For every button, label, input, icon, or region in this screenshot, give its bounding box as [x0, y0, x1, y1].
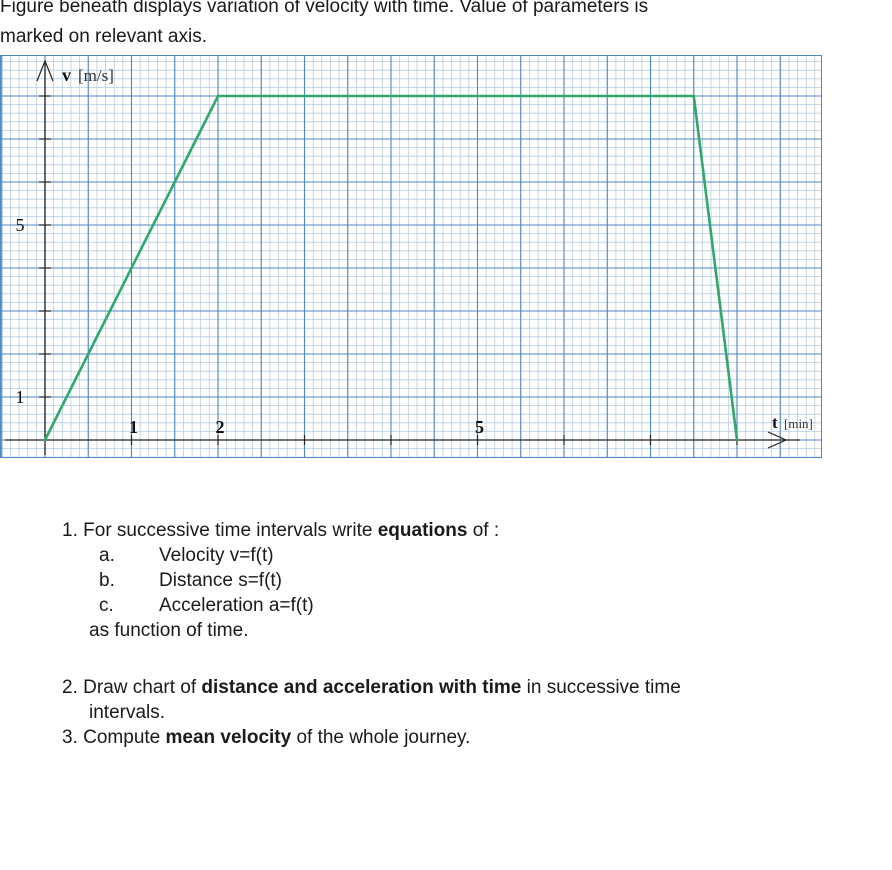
- intro-line-1: Figure beneath displays variation of velocity with time. Value of parameters is: [0, 0, 649, 17]
- question-3-pre: Compute: [83, 727, 166, 748]
- x-tick-label: 5: [475, 417, 484, 437]
- question-list: [62, 518, 862, 750]
- question-1-bold: equations: [377, 520, 468, 541]
- item-a-text: Velocity v=f(t): [159, 545, 274, 566]
- intro-text: [0, 0, 880, 52]
- question-2-pre: Draw chart of: [83, 677, 202, 698]
- velocity-point: [736, 439, 739, 442]
- question-1-item-a: [99, 543, 862, 568]
- y-tick-label: 1: [15, 387, 25, 407]
- question-3-post: of the whole journey.: [291, 727, 471, 748]
- question-1-item-b: [99, 568, 862, 593]
- question-1-pre: For successive time intervals write: [83, 520, 378, 541]
- question-2-bold: distance and acceleration with time: [201, 677, 522, 698]
- x-tick-label: 1: [129, 417, 138, 437]
- y-tick-label: 5: [15, 215, 25, 235]
- item-a-letter: a.: [99, 545, 115, 566]
- y-axis-label: v: [62, 65, 71, 85]
- x-axis-label: t: [772, 413, 778, 432]
- question-1-post: of :: [467, 520, 500, 541]
- question-3-number: 3.: [62, 727, 78, 748]
- item-c-text: Acceleration a=f(t): [159, 595, 314, 616]
- item-b-text: Distance s=f(t): [159, 570, 283, 591]
- question-3: [62, 725, 862, 750]
- question-1-tail: as function of time.: [89, 620, 249, 641]
- velocity-point: [692, 95, 695, 98]
- question-2: [62, 675, 862, 700]
- intro-line-2: marked on relevant axis.: [0, 26, 207, 47]
- velocity-point: [217, 95, 220, 98]
- question-1-number: 1.: [62, 520, 78, 541]
- item-b-letter: b.: [99, 570, 115, 591]
- chart-grid: [0, 55, 822, 458]
- x-tick-label: 2: [215, 417, 225, 437]
- question-2-number: 2.: [62, 677, 78, 698]
- x-axis-unit: [min]: [784, 416, 813, 431]
- velocity-point: [44, 439, 47, 442]
- question-1: [62, 518, 862, 543]
- item-c-letter: c.: [99, 595, 114, 616]
- question-3-bold: mean velocity: [165, 727, 292, 748]
- question-1-item-c: [99, 593, 862, 618]
- velocity-time-chart: [0, 55, 822, 458]
- chart-axes: [5, 61, 800, 455]
- question-2-post: in successive time: [521, 677, 681, 698]
- question-2-wrap: intervals.: [89, 702, 166, 723]
- y-axis-unit: [m/s]: [78, 66, 114, 85]
